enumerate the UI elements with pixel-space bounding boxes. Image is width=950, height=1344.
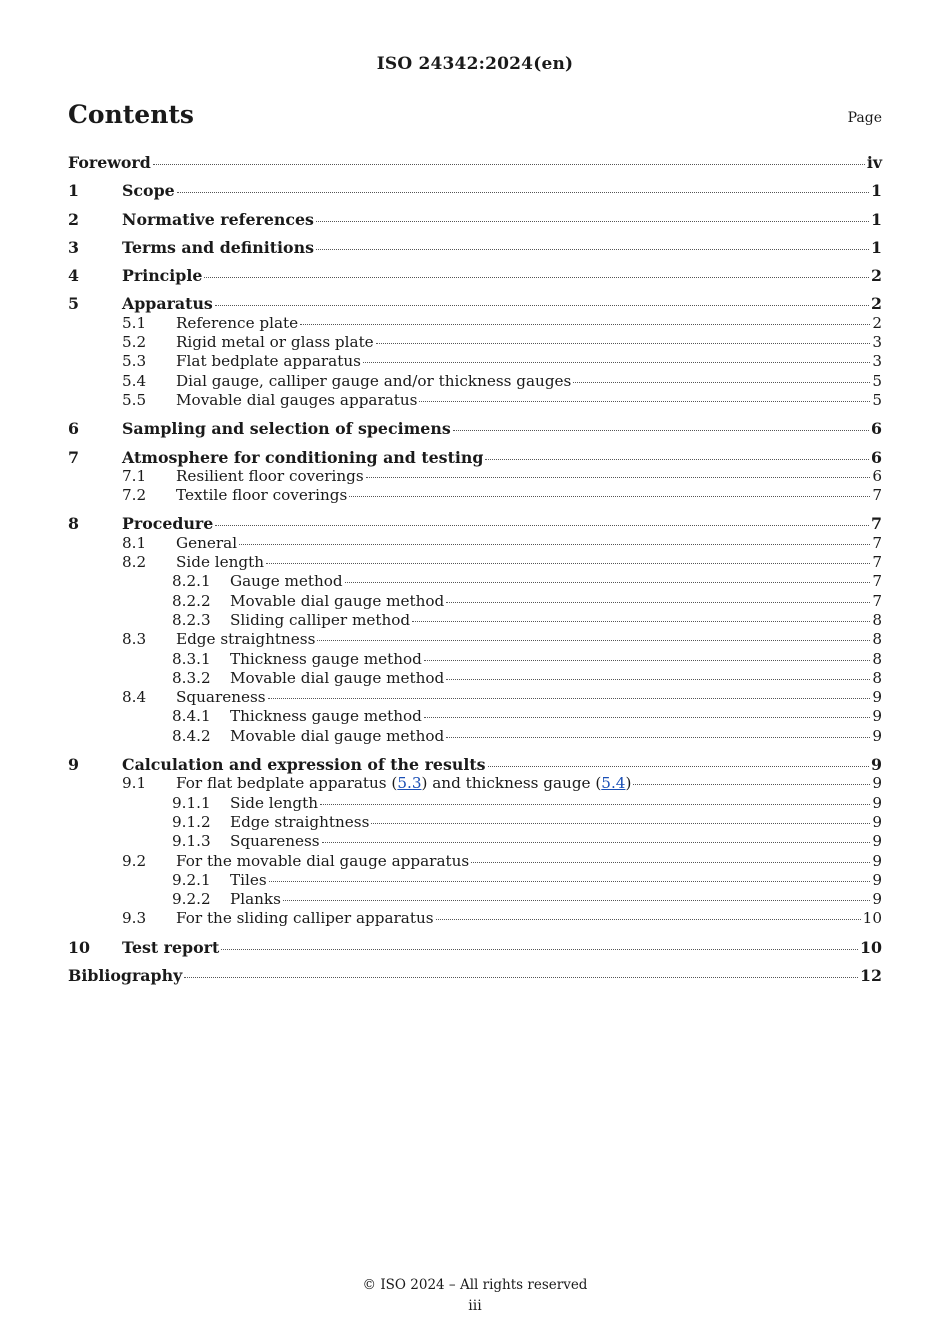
toc-entry-title[interactable]: Resilient floor coverings xyxy=(176,466,364,485)
toc-entry[interactable] xyxy=(68,611,882,630)
toc-entry-number: 5 xyxy=(68,294,79,314)
toc-entry-title[interactable]: Rigid metal or glass plate xyxy=(176,333,374,352)
toc-entry-number: 7 xyxy=(68,447,79,467)
toc-entry-page[interactable]: 7 xyxy=(872,486,882,505)
dot-leader xyxy=(453,429,869,431)
toc-entry-title[interactable] xyxy=(176,774,631,793)
toc-entry-number: 6 xyxy=(68,419,79,439)
toc-entry-number: 8.4 xyxy=(122,688,147,707)
toc-entry-title[interactable]: Terms and definitions xyxy=(122,237,314,257)
toc-entry-number: 8.4.2 xyxy=(172,726,211,745)
dot-leader xyxy=(269,880,871,882)
dot-leader xyxy=(363,361,870,363)
dot-leader xyxy=(419,400,870,402)
toc-entry-number: 9.2.2 xyxy=(172,890,211,909)
toc-entry-page[interactable]: 3 xyxy=(872,333,882,352)
toc-entry[interactable] xyxy=(68,755,882,774)
toc-entry[interactable] xyxy=(68,467,882,486)
toc-entry-title[interactable]: Reference plate xyxy=(176,313,299,332)
toc-entry-page[interactable]: 6 xyxy=(871,447,882,467)
toc-entry-number: 8.2.3 xyxy=(172,610,211,629)
toc-entry-number: 8.1 xyxy=(122,533,147,552)
toc-entry[interactable] xyxy=(68,391,882,410)
dot-leader xyxy=(283,899,870,901)
toc-entry-title[interactable]: Tiles xyxy=(230,870,267,889)
toc-entry-title[interactable]: Dial gauge, calliper gauge and/or thickness gauges xyxy=(176,371,572,390)
dot-leader xyxy=(320,803,870,805)
toc-entry-title[interactable]: Gauge method xyxy=(230,572,343,591)
toc-entry-page[interactable]: 6 xyxy=(872,466,882,485)
toc-entry-title[interactable]: Bibliography xyxy=(68,965,183,985)
toc-entry[interactable] xyxy=(68,314,882,333)
toc-entry-page[interactable]: 7 xyxy=(872,553,882,572)
toc-entry-page[interactable]: 2 xyxy=(872,313,882,332)
dot-leader xyxy=(268,697,871,699)
toc-entry-title[interactable]: Movable dial gauges apparatus xyxy=(176,390,418,409)
toc-entry[interactable] xyxy=(68,909,882,928)
toc-entry-title[interactable]: Movable dial gauge method xyxy=(230,591,445,610)
toc-entry-title-text: For flat bedplate apparatus ( xyxy=(176,774,398,793)
toc-entry[interactable] xyxy=(68,266,882,285)
toc-entry-number: 5.5 xyxy=(122,390,147,409)
toc-entry-title[interactable]: Edge straightness xyxy=(230,812,370,831)
toc-entry-page[interactable]: 2 xyxy=(871,266,882,286)
toc-entry[interactable] xyxy=(68,486,882,505)
toc-entry[interactable] xyxy=(68,352,882,371)
toc-entry[interactable] xyxy=(68,774,882,793)
toc-entry-title[interactable]: Thickness gauge method xyxy=(230,707,422,726)
toc-entry-title[interactable]: Sampling and selection of specimens xyxy=(122,419,451,439)
toc-entry-page[interactable]: 1 xyxy=(871,209,882,229)
toc-entry-page[interactable]: 9 xyxy=(872,890,882,909)
toc-entry[interactable] xyxy=(68,871,882,890)
toc-entry-title[interactable]: Sliding calliper method xyxy=(230,610,411,629)
toc-entry-title[interactable]: For the sliding calliper apparatus xyxy=(176,909,434,928)
toc-entry-title[interactable]: Flat bedplate apparatus xyxy=(176,352,361,371)
cross-reference-link[interactable]: 5.4 xyxy=(601,774,626,793)
toc-entry-title[interactable]: Edge straightness xyxy=(176,630,316,649)
toc-entry-title[interactable]: Side length xyxy=(176,553,265,572)
toc-entry-title[interactable]: For the movable dial gauge apparatus xyxy=(176,851,470,870)
contents-heading: Contents xyxy=(68,100,195,129)
toc-entry-page[interactable]: 9 xyxy=(871,755,882,775)
toc-entry-number: 7.2 xyxy=(122,486,147,505)
cross-reference-link[interactable]: 5.3 xyxy=(397,774,422,793)
toc-entry[interactable] xyxy=(68,938,882,957)
toc-entry-title[interactable]: Atmosphere for conditioning and testing xyxy=(122,447,484,467)
toc-entry[interactable] xyxy=(68,572,882,591)
toc-entry-title[interactable]: Test report xyxy=(122,937,220,957)
toc-entry-title[interactable]: Squareness xyxy=(176,688,266,707)
toc-entry-page[interactable]: 9 xyxy=(872,793,882,812)
toc-entry-title-text: ) and thickness gauge ( xyxy=(421,774,602,793)
toc-entry-page[interactable]: 9 xyxy=(872,870,882,889)
toc-entry[interactable] xyxy=(68,669,882,688)
toc-entry-page[interactable]: 3 xyxy=(872,352,882,371)
dot-leader xyxy=(322,841,871,843)
dot-leader xyxy=(633,783,870,785)
toc-entry[interactable] xyxy=(68,707,882,726)
toc-entry-number: 9.1.3 xyxy=(172,832,211,851)
dot-leader xyxy=(316,220,869,222)
dot-leader xyxy=(153,163,865,165)
toc-entry[interactable] xyxy=(68,852,882,871)
dot-leader xyxy=(317,639,870,641)
toc-entry-page[interactable]: 8 xyxy=(872,668,882,687)
toc-entry[interactable] xyxy=(68,333,882,352)
toc-entry-page[interactable]: 1 xyxy=(871,237,882,257)
toc-entry-page[interactable]: 7 xyxy=(872,533,882,552)
toc-entry-number: 5.1 xyxy=(122,313,147,332)
toc-entry-title-text: ) xyxy=(625,774,632,793)
toc-entry-title[interactable]: Planks xyxy=(230,890,281,909)
toc-entry-number: 2 xyxy=(68,209,79,229)
dot-leader xyxy=(446,601,870,603)
toc-entry-page[interactable]: 10 xyxy=(862,909,882,928)
table-of-contents xyxy=(68,153,882,985)
toc-entry-title[interactable]: Side length xyxy=(230,793,319,812)
toc-entry-title[interactable]: Textile floor coverings xyxy=(176,486,348,505)
toc-entry-number: 8.2 xyxy=(122,553,147,572)
dot-leader xyxy=(376,342,871,344)
dot-leader xyxy=(573,381,870,383)
toc-entry-number: 10 xyxy=(68,937,90,957)
toc-entry-page[interactable]: 9 xyxy=(872,726,882,745)
toc-entry-page[interactable]: 2 xyxy=(871,294,882,314)
dot-leader xyxy=(316,248,869,250)
toc-entry-title[interactable]: General xyxy=(176,533,238,552)
toc-entry-number: 5.2 xyxy=(122,333,147,352)
dot-leader xyxy=(215,524,869,526)
dot-leader xyxy=(471,861,870,863)
toc-entry-page[interactable]: 9 xyxy=(872,774,882,793)
toc-entry-number: 9.1.1 xyxy=(172,793,211,812)
toc-entry-number: 3 xyxy=(68,237,79,257)
toc-entry-title[interactable]: Movable dial gauge method xyxy=(230,726,445,745)
toc-entry-title[interactable]: Principle xyxy=(122,266,203,286)
dot-leader xyxy=(215,304,869,306)
toc-entry-page[interactable]: 12 xyxy=(860,965,882,985)
toc-entry[interactable] xyxy=(68,966,882,985)
toc-entry-page[interactable]: 8 xyxy=(872,610,882,629)
toc-entry-number: 8.3.1 xyxy=(172,649,211,668)
toc-entry-page[interactable]: 5 xyxy=(872,390,882,409)
toc-entry-number: 7.1 xyxy=(122,466,147,485)
toc-entry-page[interactable]: 5 xyxy=(872,371,882,390)
toc-entry[interactable] xyxy=(68,630,882,649)
toc-entry-title[interactable]: Squareness xyxy=(230,832,320,851)
dot-leader xyxy=(184,976,858,978)
toc-entry[interactable] xyxy=(68,650,882,669)
dot-leader xyxy=(300,323,870,325)
toc-entry-number: 8.2.1 xyxy=(172,572,211,591)
toc-entry[interactable] xyxy=(68,727,882,746)
toc-entry-page[interactable]: 7 xyxy=(871,514,882,534)
toc-entry[interactable] xyxy=(68,153,882,172)
toc-entry[interactable] xyxy=(68,514,882,533)
dot-leader xyxy=(204,276,869,278)
toc-entry-number: 9.2.1 xyxy=(172,870,211,889)
toc-entry[interactable] xyxy=(68,890,882,909)
dot-leader xyxy=(446,736,870,738)
toc-entry[interactable] xyxy=(68,688,882,707)
toc-entry-number: 8.3 xyxy=(122,630,147,649)
dot-leader xyxy=(177,191,869,193)
toc-entry-page[interactable]: 8 xyxy=(872,649,882,668)
toc-entry-number: 5.3 xyxy=(122,352,147,371)
toc-entry[interactable] xyxy=(68,448,882,467)
toc-entry-number: 9.1.2 xyxy=(172,812,211,831)
toc-entry-page[interactable]: 8 xyxy=(872,630,882,649)
toc-entry-page[interactable]: 1 xyxy=(871,181,882,201)
page-number: iii xyxy=(468,1298,482,1314)
toc-entry-number: 9 xyxy=(68,755,79,775)
toc-entry-number: 5.4 xyxy=(122,371,147,390)
toc-entry-title[interactable]: Foreword xyxy=(68,153,151,172)
dot-leader xyxy=(371,822,870,824)
toc-entry-number: 9.1 xyxy=(122,774,147,793)
toc-entry[interactable] xyxy=(68,419,882,438)
toc-entry-page[interactable]: 10 xyxy=(860,937,882,957)
dot-leader xyxy=(424,716,870,718)
dot-leader xyxy=(424,659,870,661)
dot-leader xyxy=(436,918,861,920)
toc-entry[interactable] xyxy=(68,534,882,553)
toc-entry-number: 1 xyxy=(68,181,79,201)
toc-entry[interactable] xyxy=(68,553,882,572)
toc-entry[interactable] xyxy=(68,181,882,200)
dot-leader xyxy=(239,543,870,545)
toc-entry[interactable] xyxy=(68,832,882,851)
toc-entry-title[interactable]: Scope xyxy=(122,181,175,201)
page-column-label: Page xyxy=(847,110,882,126)
toc-entry-page[interactable]: 9 xyxy=(872,851,882,870)
toc-entry[interactable] xyxy=(68,210,882,229)
toc-entry-number: 8.4.1 xyxy=(172,707,211,726)
toc-entry-title[interactable]: Calculation and expression of the results xyxy=(122,755,486,775)
toc-entry-number: 8 xyxy=(68,514,79,534)
toc-entry-page[interactable]: 9 xyxy=(872,707,882,726)
toc-entry-number: 8.3.2 xyxy=(172,668,211,687)
dot-leader xyxy=(221,948,858,950)
toc-entry-page[interactable]: 9 xyxy=(872,812,882,831)
toc-entry-page[interactable]: 7 xyxy=(872,591,882,610)
document-id-header: ISO 24342:2024(en) xyxy=(376,54,574,74)
toc-entry-number: 9.3 xyxy=(122,909,147,928)
toc-entry-number: 8.2.2 xyxy=(172,591,211,610)
toc-entry-number: 9.2 xyxy=(122,851,147,870)
toc-entry[interactable] xyxy=(68,813,882,832)
toc-entry-title[interactable]: Procedure xyxy=(122,514,214,534)
toc-entry-page[interactable]: 9 xyxy=(872,688,882,707)
dot-leader xyxy=(349,495,870,497)
toc-entry-page[interactable]: 6 xyxy=(871,419,882,439)
toc-entry[interactable] xyxy=(68,372,882,391)
dot-leader xyxy=(345,581,871,583)
dot-leader xyxy=(266,562,870,564)
toc-entry-title[interactable]: Movable dial gauge method xyxy=(230,668,445,687)
toc-entry[interactable] xyxy=(68,238,882,257)
toc-entry-title[interactable]: Apparatus xyxy=(122,294,213,314)
dot-leader xyxy=(446,678,870,680)
toc-entry-title[interactable]: Normative references xyxy=(122,209,314,229)
toc-entry-page[interactable]: 9 xyxy=(872,832,882,851)
toc-entry[interactable] xyxy=(68,592,882,611)
toc-entry-page[interactable]: iv xyxy=(866,153,882,172)
dot-leader xyxy=(488,765,869,767)
dot-leader xyxy=(485,458,869,460)
copyright-notice: © ISO 2024 – All rights reserved xyxy=(362,1277,588,1293)
toc-entry[interactable] xyxy=(68,794,882,813)
toc-entry[interactable] xyxy=(68,294,882,313)
toc-entry-title[interactable]: Thickness gauge method xyxy=(230,649,422,668)
dot-leader xyxy=(366,476,871,478)
toc-entry-page[interactable]: 7 xyxy=(872,572,882,591)
dot-leader xyxy=(412,620,870,622)
toc-entry-number: 4 xyxy=(68,266,79,286)
